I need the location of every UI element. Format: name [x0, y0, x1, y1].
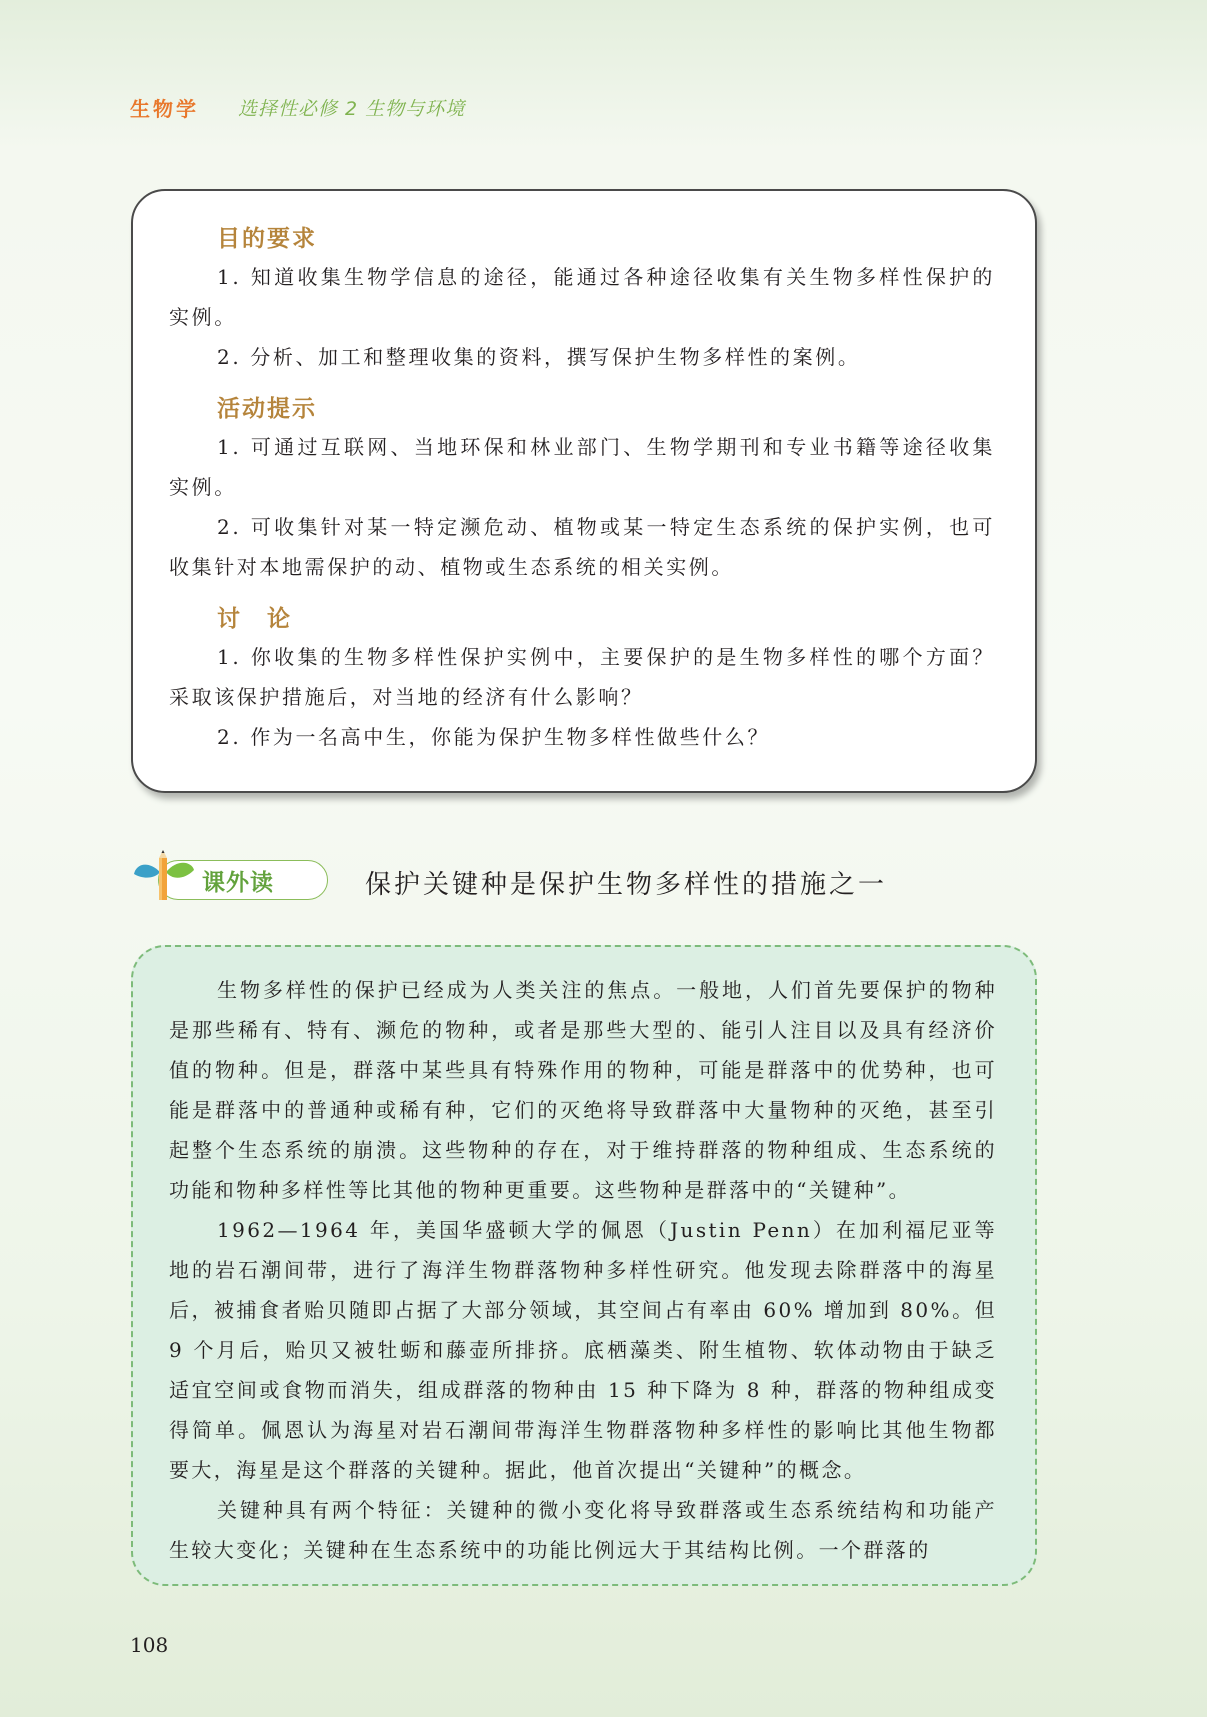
reading-paragraph: 1962—1964 年，美国华盛顿大学的佩恩（Justin Penn）在加利福尼亚等地的岩石潮间带，进行了海洋生物群落物种多样性研究。他发现去除群落中的海星后，被捕食者贻贝随即占据了大部分领域，其空间占有率由 60% 增加到 80%。但 9 个月后，贻贝又被牡蛎和藤壶所排挤。底栖藻类、附生植物、软体动物由于缺乏适宜空间或食物而消失，组成群落的物种由 15 种下降为 8 种，群落的物种组成变得简单。佩恩认为海星对岩石潮间带海洋生物群落物种多样性的影响比其他生物都要大，海星是这个群落的关键种。据此，他首次提出“关键种”的概念。 — [169, 1218, 997, 1482]
tips-title: 活动提示 — [217, 396, 317, 422]
reading-paragraph: 关键种具有两个特征：关键种的微小变化将导致群落或生态系统结构和功能产生较大变化；关键种在生态系统中的功能比例远大于其结构比例。一个群落的 — [169, 1498, 997, 1562]
goal-item: 2. 分析、加工和整理收集的资料，撰写保护生物多样性的案例。 — [217, 345, 861, 369]
header-book-title: 选择性必修 2 生物与环境 — [238, 98, 466, 120]
pencil-leaf-icon — [130, 850, 200, 906]
discussion-item: 1. 你收集的生物多样性保护实例中，主要保护的是生物多样性的哪个方面？采取该保护措施后，对当地的经济有什么影响？ — [169, 645, 995, 709]
discussion-item: 2. 作为一名高中生，你能为保护生物多样性做些什么？ — [217, 725, 771, 749]
goal-item: 1. 知道收集生物学信息的途径，能通过各种途径收集有关生物多样性保护的实例。 — [169, 265, 995, 329]
reading-title: 保护关键种是保护生物多样性的措施之一 — [365, 870, 888, 900]
reading-box — [131, 945, 1037, 1586]
reading-paragraph: 生物多样性的保护已经成为人类关注的焦点。一般地，人们首先要保护的物种是那些稀有、特有、濒危的物种，或者是那些大型的、能引人注目以及具有经济价值的物种。但是，群落中某些具有特殊作用的物种，可能是群落中的优势种，也可能是群落中的普通种或稀有种，它们的灭绝将导致群落中大量物种的灭绝，甚至引起整个生态系统的崩溃。这些物种的存在，对于维持群落的物种组成、生态系统的功能和物种多样性等比其他的物种更重要。这些物种是群落中的“关键种”。 — [169, 978, 997, 1202]
activity-box — [131, 189, 1037, 793]
page-number: 108 — [130, 1633, 169, 1657]
tip-item: 1. 可通过互联网、当地环保和林业部门、生物学期刊和专业书籍等途径收集实例。 — [169, 435, 995, 499]
goals-title: 目的要求 — [217, 226, 317, 252]
discussion-title: 讨 论 — [217, 606, 292, 632]
tip-item: 2. 可收集针对某一特定濒危动、植物或某一特定生态系统的保护实例，也可收集针对本地需保护的动、植物或生态系统的相关实例。 — [169, 515, 995, 579]
header-subject: 生物学 — [130, 97, 199, 121]
banner-label: 课外读 — [202, 870, 274, 896]
